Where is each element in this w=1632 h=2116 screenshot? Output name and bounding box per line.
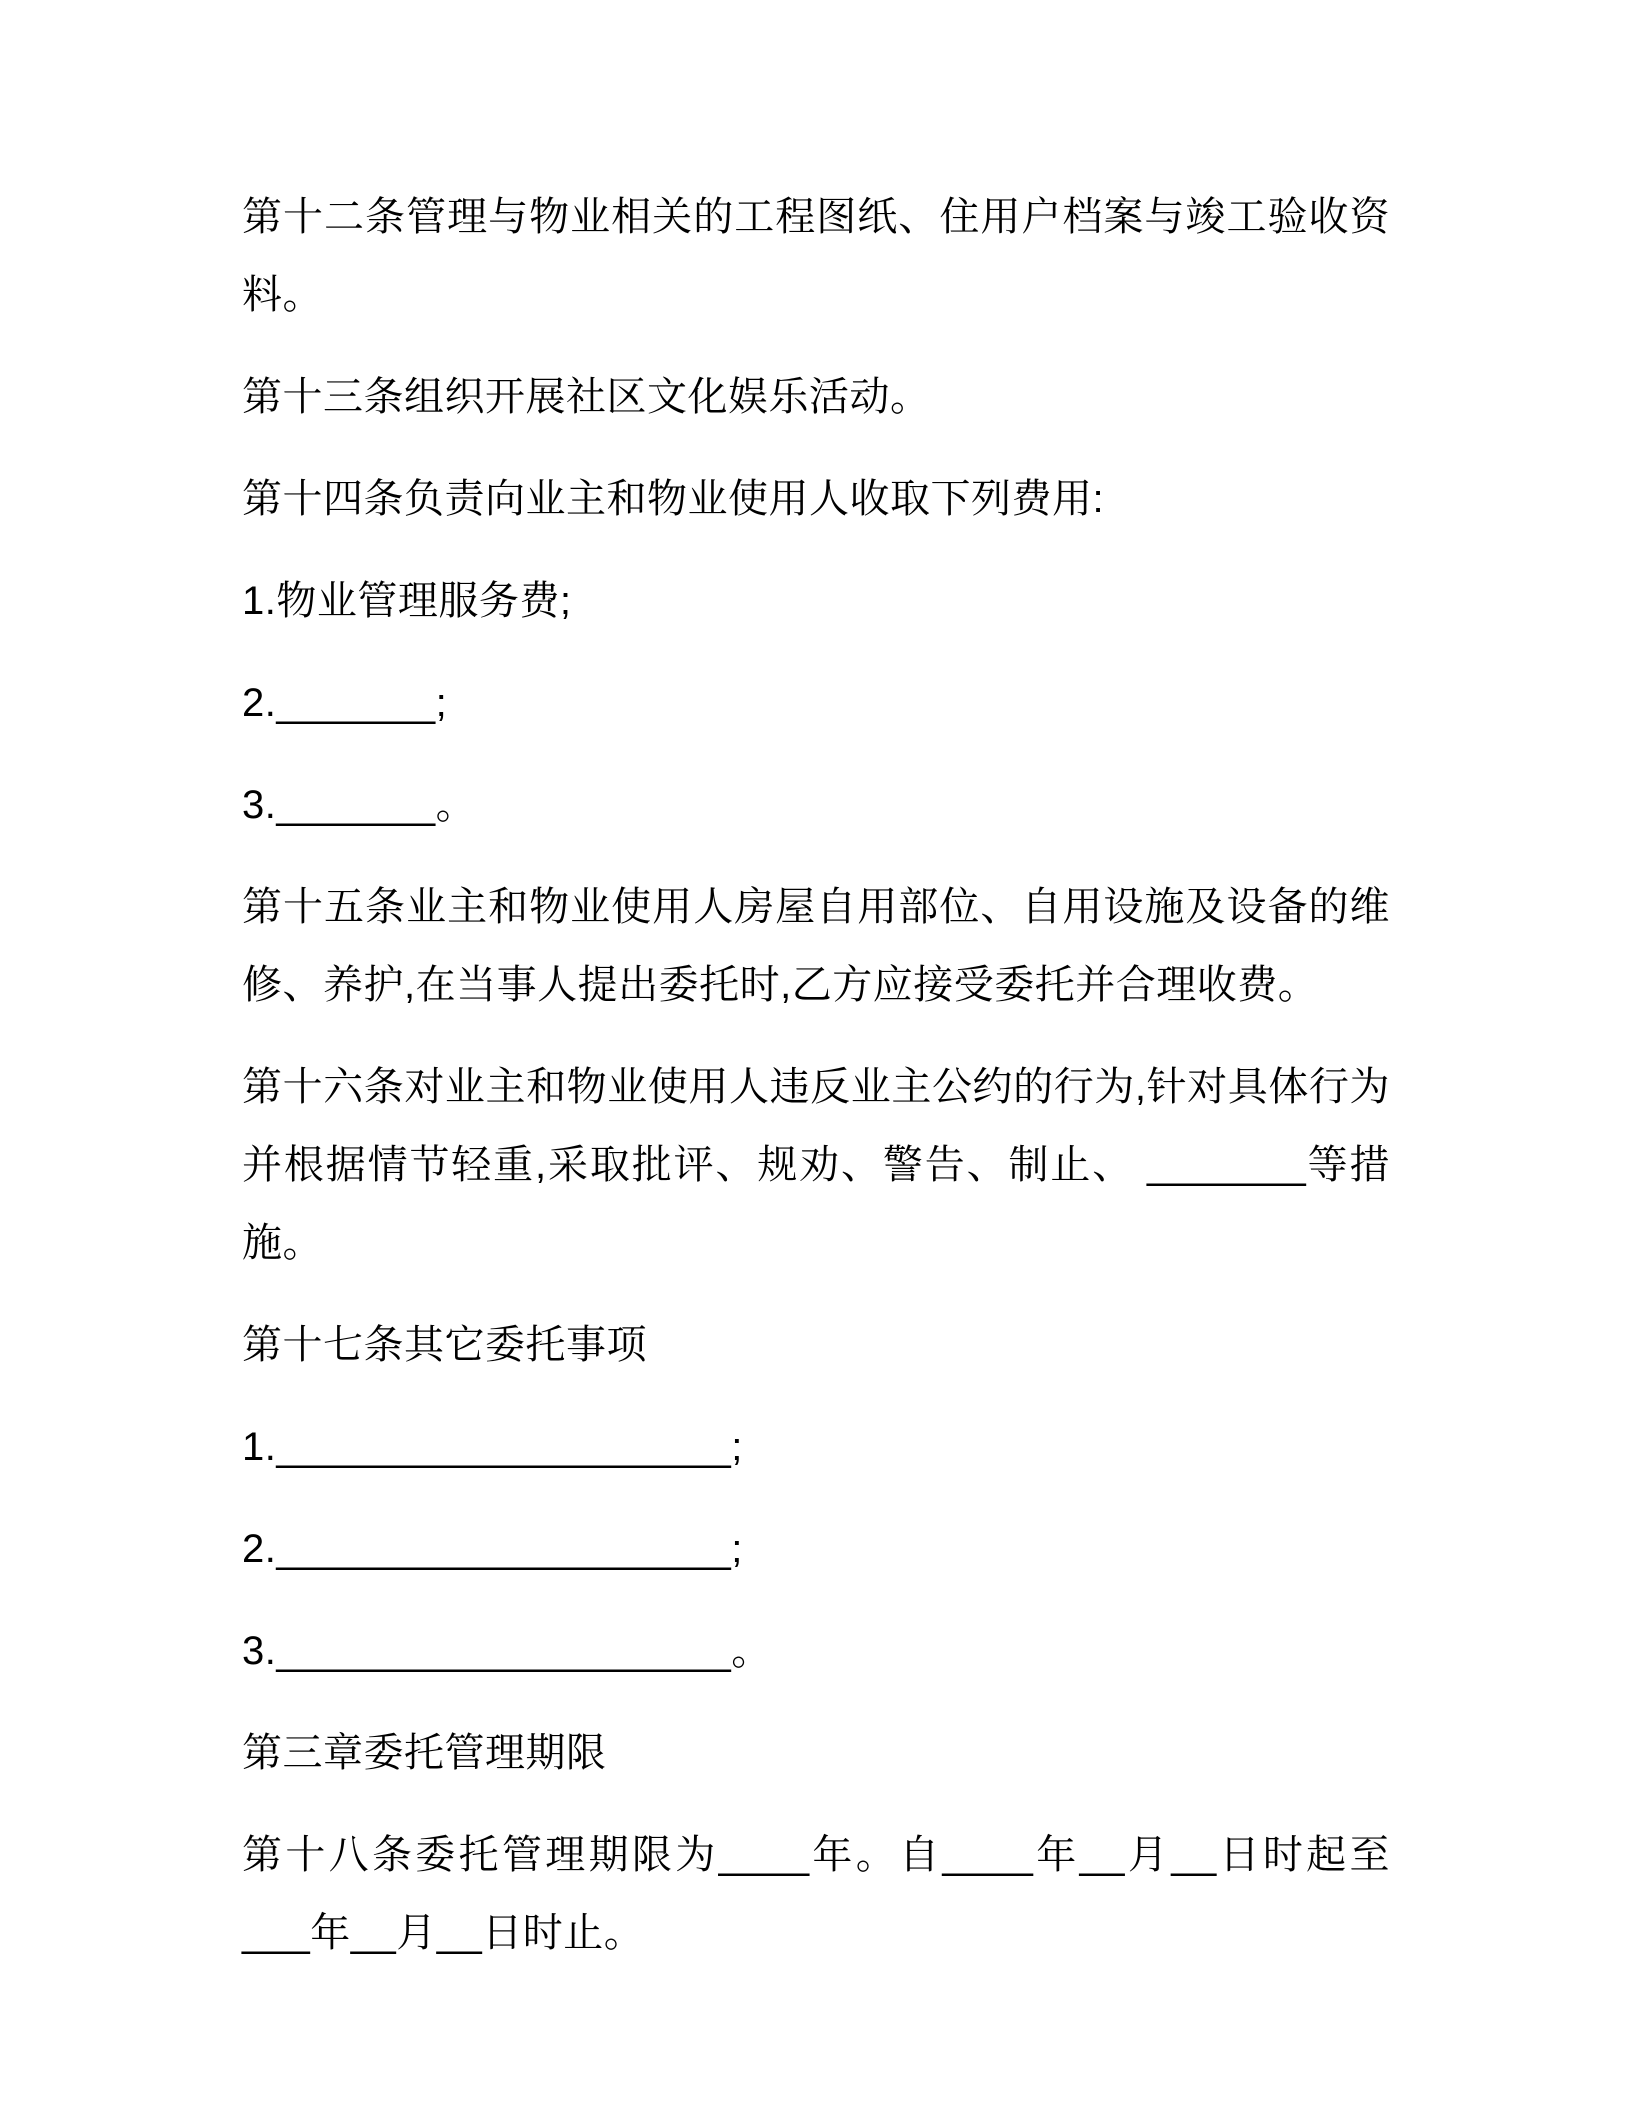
chapter-3-heading: 第三章委托管理期限	[242, 1731, 607, 1775]
clause-17-heading: 第十七条其它委托事项	[242, 1323, 647, 1367]
fee-list-item-3-blank: 3._______。	[242, 783, 477, 827]
clause-12-paragraph: 第十二条管理与物业相关的工程图纸、住用户档案与竣工验收资料。	[242, 195, 1390, 317]
entrust-item-1-blank: 1.____________________;	[242, 1425, 743, 1469]
clause-13-paragraph: 第十三条组织开展社区文化娱乐活动。	[242, 375, 931, 419]
clause-15-paragraph: 第十五条业主和物业使用人房屋自用部位、自用设施及设备的维修、养护,在当事人提出委托时,乙方应接受委托并合理收费。	[242, 885, 1390, 1007]
fee-list-item-2-blank: 2._______;	[242, 681, 448, 725]
fee-list-item-1: 1.物业管理服务费;	[242, 579, 572, 623]
clause-14-paragraph: 第十四条负责向业主和物业使用人收取下列费用:	[242, 477, 1105, 521]
clause-16-paragraph: 第十六条对业主和物业使用人违反业主公约的行为,针对具体行为并根据情节轻重,采取批评、规劝、警告、制止、 _______等措施。	[242, 1065, 1390, 1265]
entrust-item-2-blank: 2.____________________;	[242, 1527, 743, 1571]
clause-18-paragraph: 第十八条委托管理期限为____年。自____年__月__日时起至___年__月__日时止。	[242, 1833, 1390, 1955]
entrust-item-3-blank: 3.____________________。	[242, 1629, 772, 1673]
